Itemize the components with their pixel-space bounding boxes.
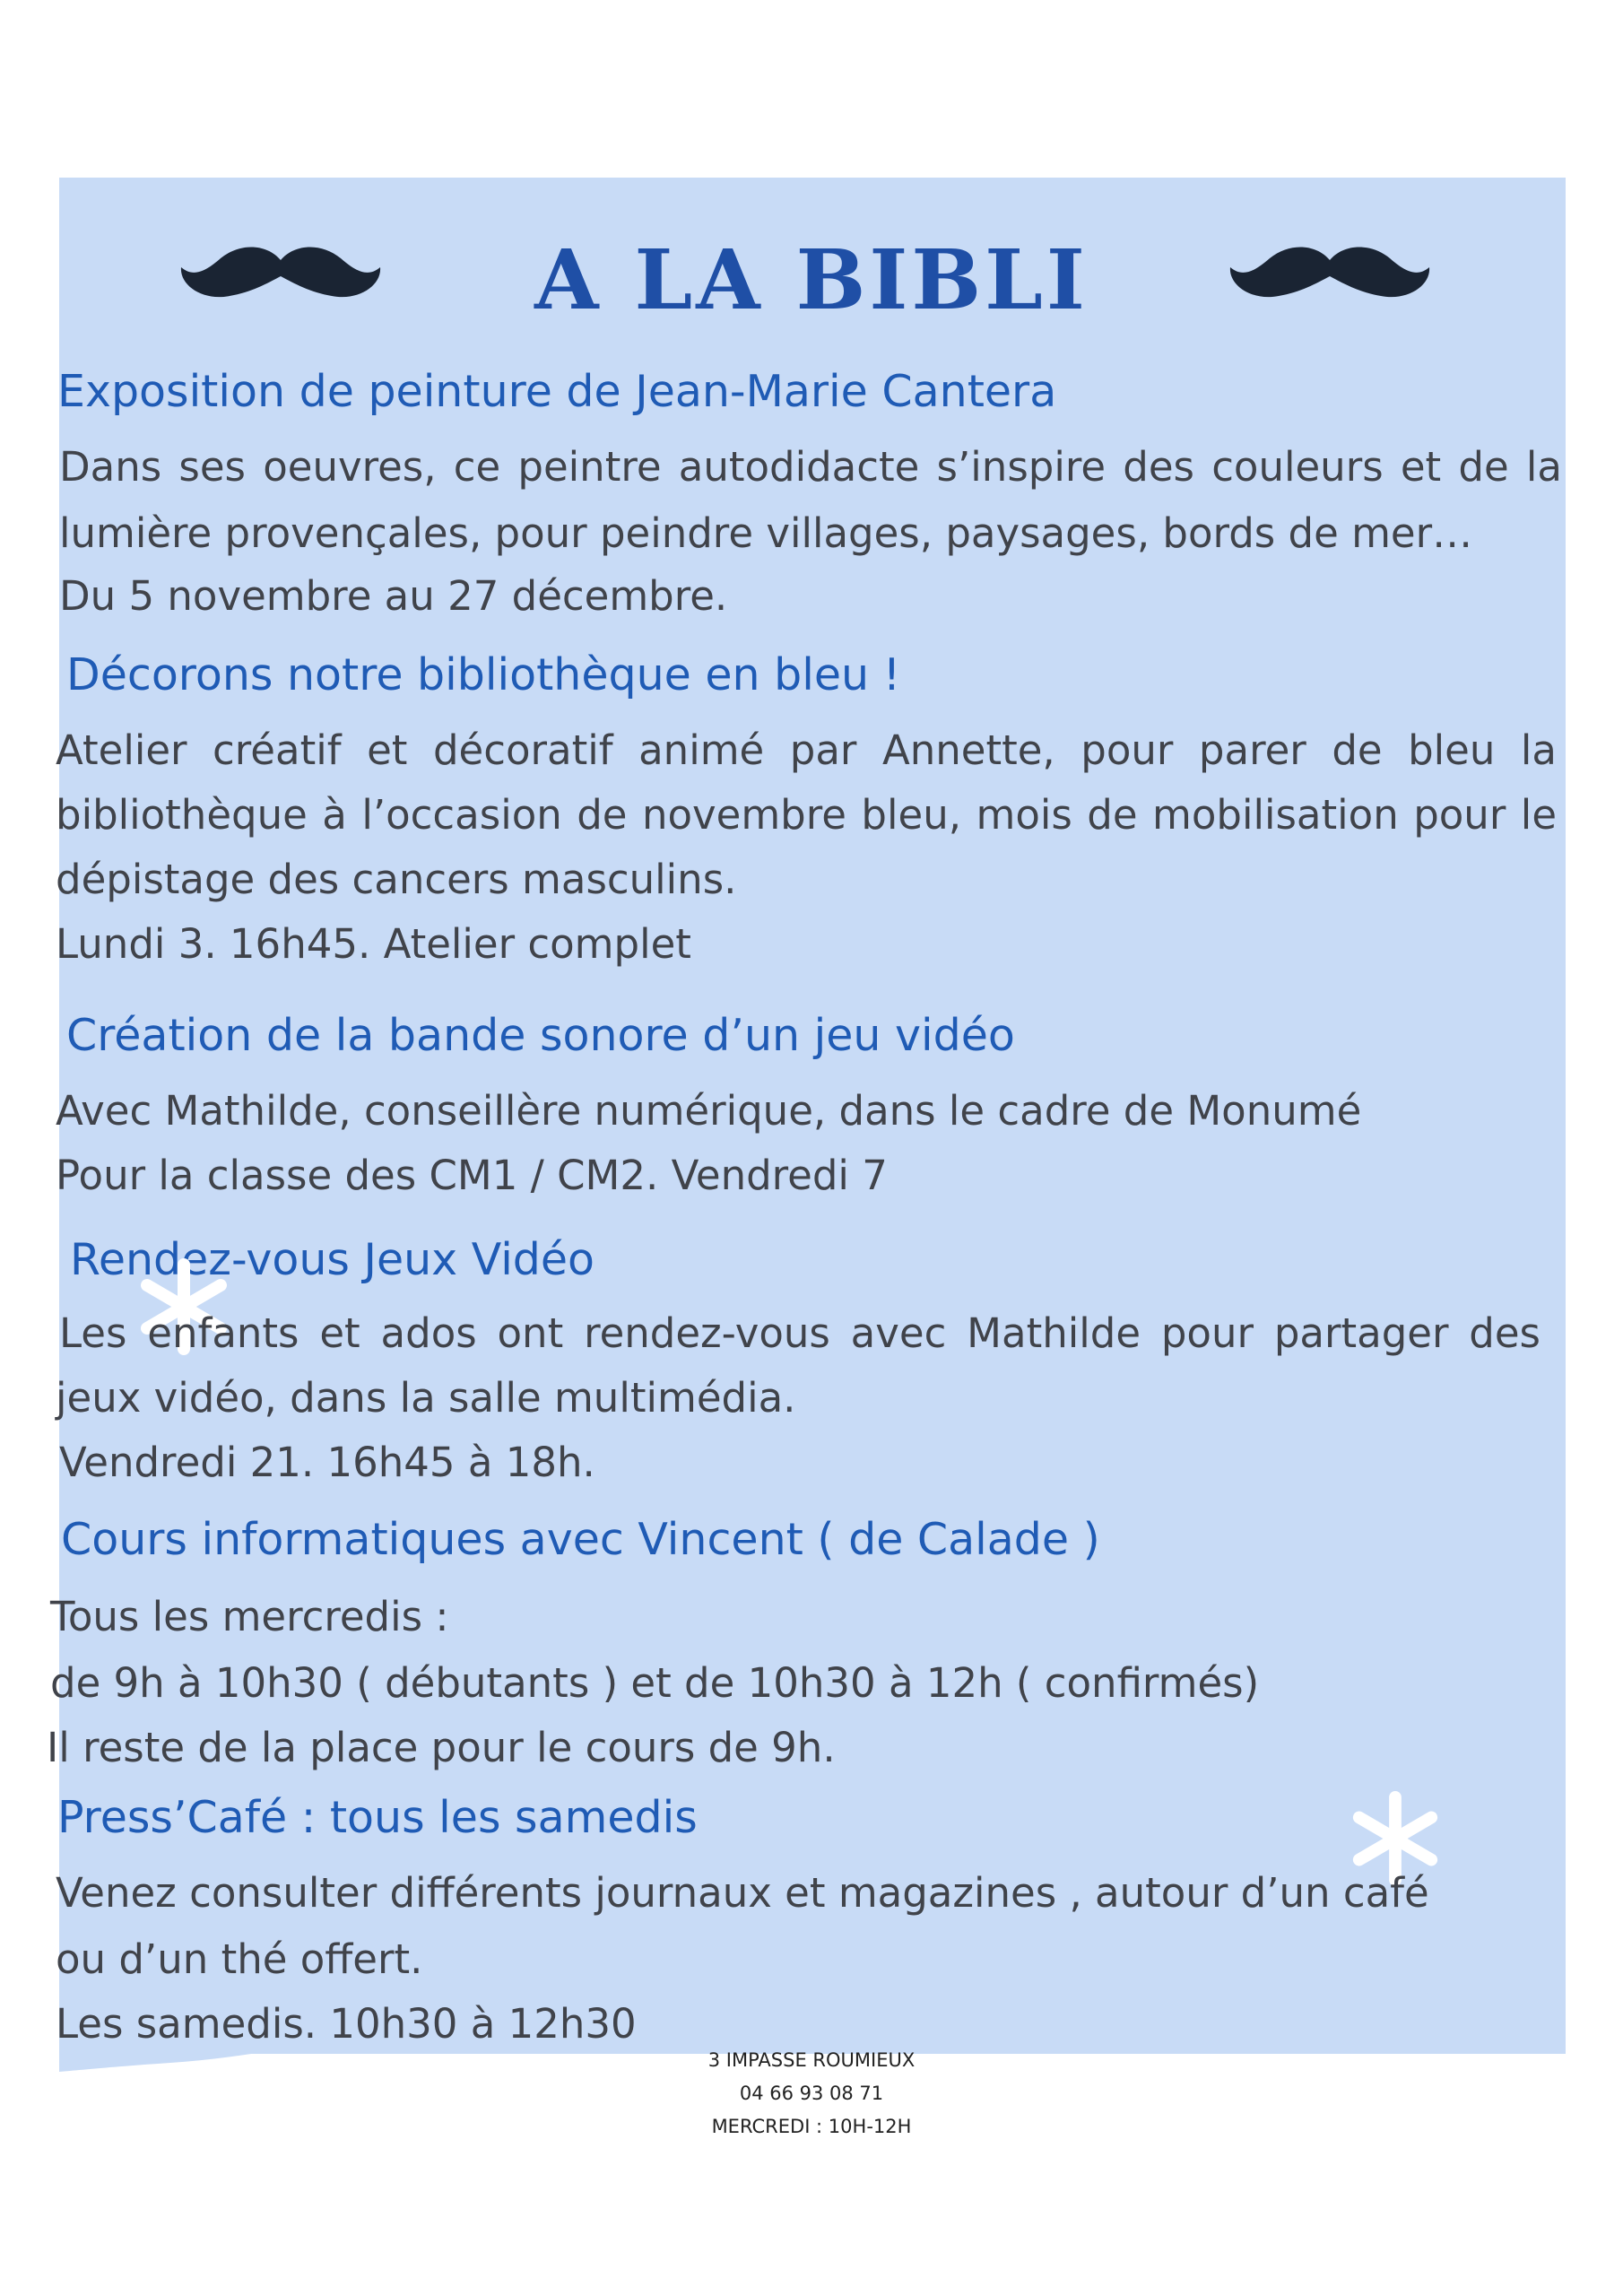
section-heading-creation: Création de la bande sonore d’un jeu vidéo xyxy=(66,1010,1015,1061)
text-line: Lundi 3. 16h45. Atelier complet xyxy=(56,920,691,968)
text-line: Dans ses oeuvres, ce peintre autodidacte s’inspire des couleurs et de la xyxy=(59,443,1562,491)
text-line: Vendredi 21. 16h45 à 18h. xyxy=(59,1439,595,1486)
mustache-icon xyxy=(1227,240,1433,303)
text-line: Il reste de la place pour le cours de 9h. xyxy=(47,1724,836,1771)
text-line: bibliothèque à l’occasion de novembre bleu, mois de mobilisation pour le xyxy=(56,791,1557,839)
page-title: A LA BIBLI xyxy=(534,231,1089,328)
section-heading-decorons: Décorons notre bibliothèque en bleu ! xyxy=(66,649,901,700)
footer-address: 3 IMPASSE ROUMIEUX xyxy=(707,2049,916,2071)
text-line: dépistage des cancers masculins. xyxy=(56,856,737,903)
text-line: Les enfants et ados ont rendez-vous avec Mathilde pour partager des xyxy=(59,1309,1541,1357)
text-line: Tous les mercredis : xyxy=(50,1593,449,1640)
section-heading-cours: Cours informatiques avec Vincent ( de Calade ) xyxy=(61,1514,1100,1565)
footer-hours: MERCREDI : 10H-12H xyxy=(711,2116,912,2137)
section-heading-rendez-vous: Rendez-vous Jeux Vidéo xyxy=(70,1234,595,1285)
section-heading-press-cafe: Press’Café : tous les samedis xyxy=(57,1792,698,1843)
text-line: de 9h à 10h30 ( débutants ) et de 10h30 à 12h ( confirmés) xyxy=(50,1659,1260,1707)
text-line: Les samedis. 10h30 à 12h30 xyxy=(56,2000,637,2048)
footer-phone: 04 66 93 08 71 xyxy=(739,2083,884,2104)
text-line: lumière provençales, pour peindre villages, paysages, bords de mer… xyxy=(59,509,1473,557)
text-line: Pour la classe des CM1 / CM2. Vendredi 7 xyxy=(56,1152,888,1199)
text-line: Atelier créatif et décoratif animé par Annette, pour parer de bleu la xyxy=(56,726,1557,774)
text-line: jeux vidéo, dans la salle multimédia. xyxy=(56,1374,796,1422)
text-line: Avec Mathilde, conseillère numérique, dans le cadre de Monumé xyxy=(56,1087,1362,1135)
text-line: ou d’un thé offert. xyxy=(56,1935,423,1983)
text-line: Venez consulter différents journaux et magazines , autour d’un café xyxy=(56,1869,1429,1917)
section-heading-exposition: Exposition de peinture de Jean-Marie Cantera xyxy=(57,366,1057,417)
text-line: Du 5 novembre au 27 décembre. xyxy=(59,572,728,620)
